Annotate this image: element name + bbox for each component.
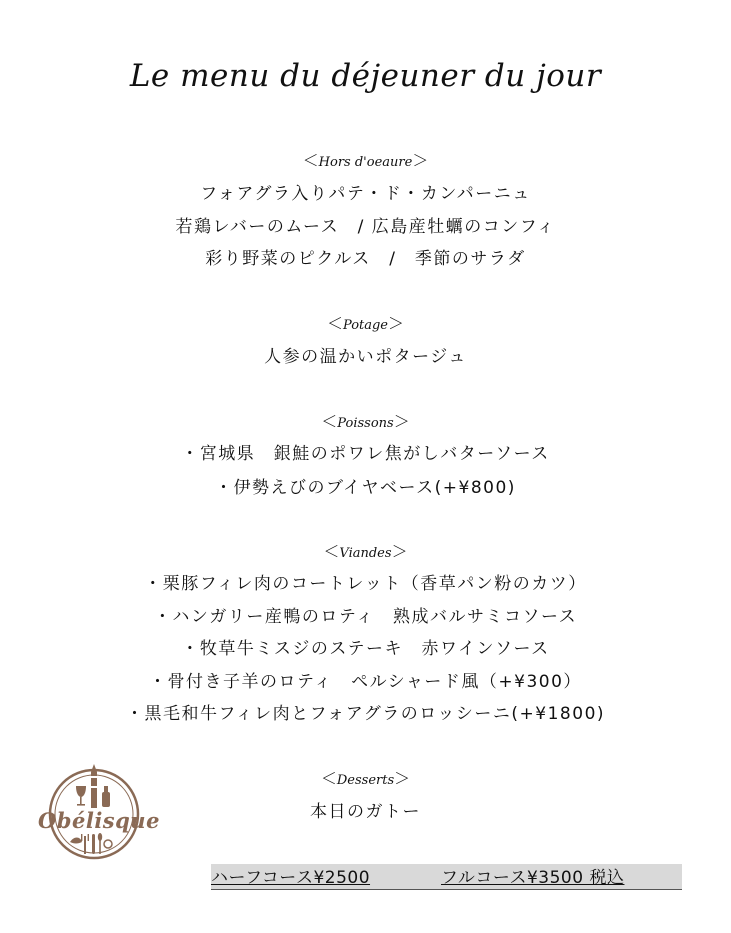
logo-text: Obélisque bbox=[38, 808, 160, 833]
section-heading-potage: ＜Potage＞ bbox=[326, 314, 405, 333]
section-heading-text: Potage bbox=[342, 318, 389, 333]
menu-item: 若鶏レバーのムース / 広島産牡蠣のコンフィ bbox=[175, 217, 556, 237]
menu-item: 本日のガトー bbox=[310, 802, 421, 822]
menu-item: フォアグラ入りパテ・ド・カンパーニュ bbox=[200, 184, 531, 204]
menu-item: ・牧草牛ミスジのステーキ 赤ワインソース bbox=[181, 639, 550, 659]
menu-item: 彩り野菜のピクルス / 季節のサラダ bbox=[205, 249, 526, 269]
section-heading-text: Desserts bbox=[336, 773, 395, 788]
section-heading-hors-doeuvre: ＜Hors d'oeaure＞ bbox=[302, 151, 429, 170]
half-course-price: ハーフコース¥2500 bbox=[211, 868, 371, 888]
menu-item: ・黒毛和牛フィレ肉とフォアグラのロッシーニ(+¥1800) bbox=[125, 704, 606, 724]
section-heading-text: Viandes bbox=[339, 546, 392, 561]
full-course-price: フルコース¥3500 税込 bbox=[441, 868, 625, 888]
obelisque-logo bbox=[36, 762, 160, 868]
section-heading-text: Poissons bbox=[337, 416, 394, 431]
course-price-bar bbox=[211, 864, 682, 890]
menu-item: ・栗豚フィレ肉のコートレット（香草パン粉のカツ） bbox=[144, 574, 587, 594]
section-heading-poissons: ＜Poissons＞ bbox=[321, 412, 410, 431]
section-heading-text: Hors d'oeaure bbox=[318, 155, 413, 170]
menu-item: 人参の温かいポタージュ bbox=[264, 347, 467, 367]
menu-item: ・骨付き子羊のロティ ペルシャード風（+¥300） bbox=[149, 672, 582, 692]
section-heading-desserts: ＜Desserts＞ bbox=[320, 769, 411, 788]
menu-item: ・宮城県 銀鮭のポワレ焦がしバターソース bbox=[181, 444, 550, 464]
menu-item: ・ハンガリー産鴨のロティ 熟成バルサミコソース bbox=[153, 607, 578, 627]
section-heading-viandes: ＜Viandes＞ bbox=[323, 542, 408, 561]
menu-title: Le menu du déjeuner du jour bbox=[129, 58, 602, 94]
menu-item: ・伊勢えびのブイヤベース(+¥800) bbox=[215, 478, 516, 498]
